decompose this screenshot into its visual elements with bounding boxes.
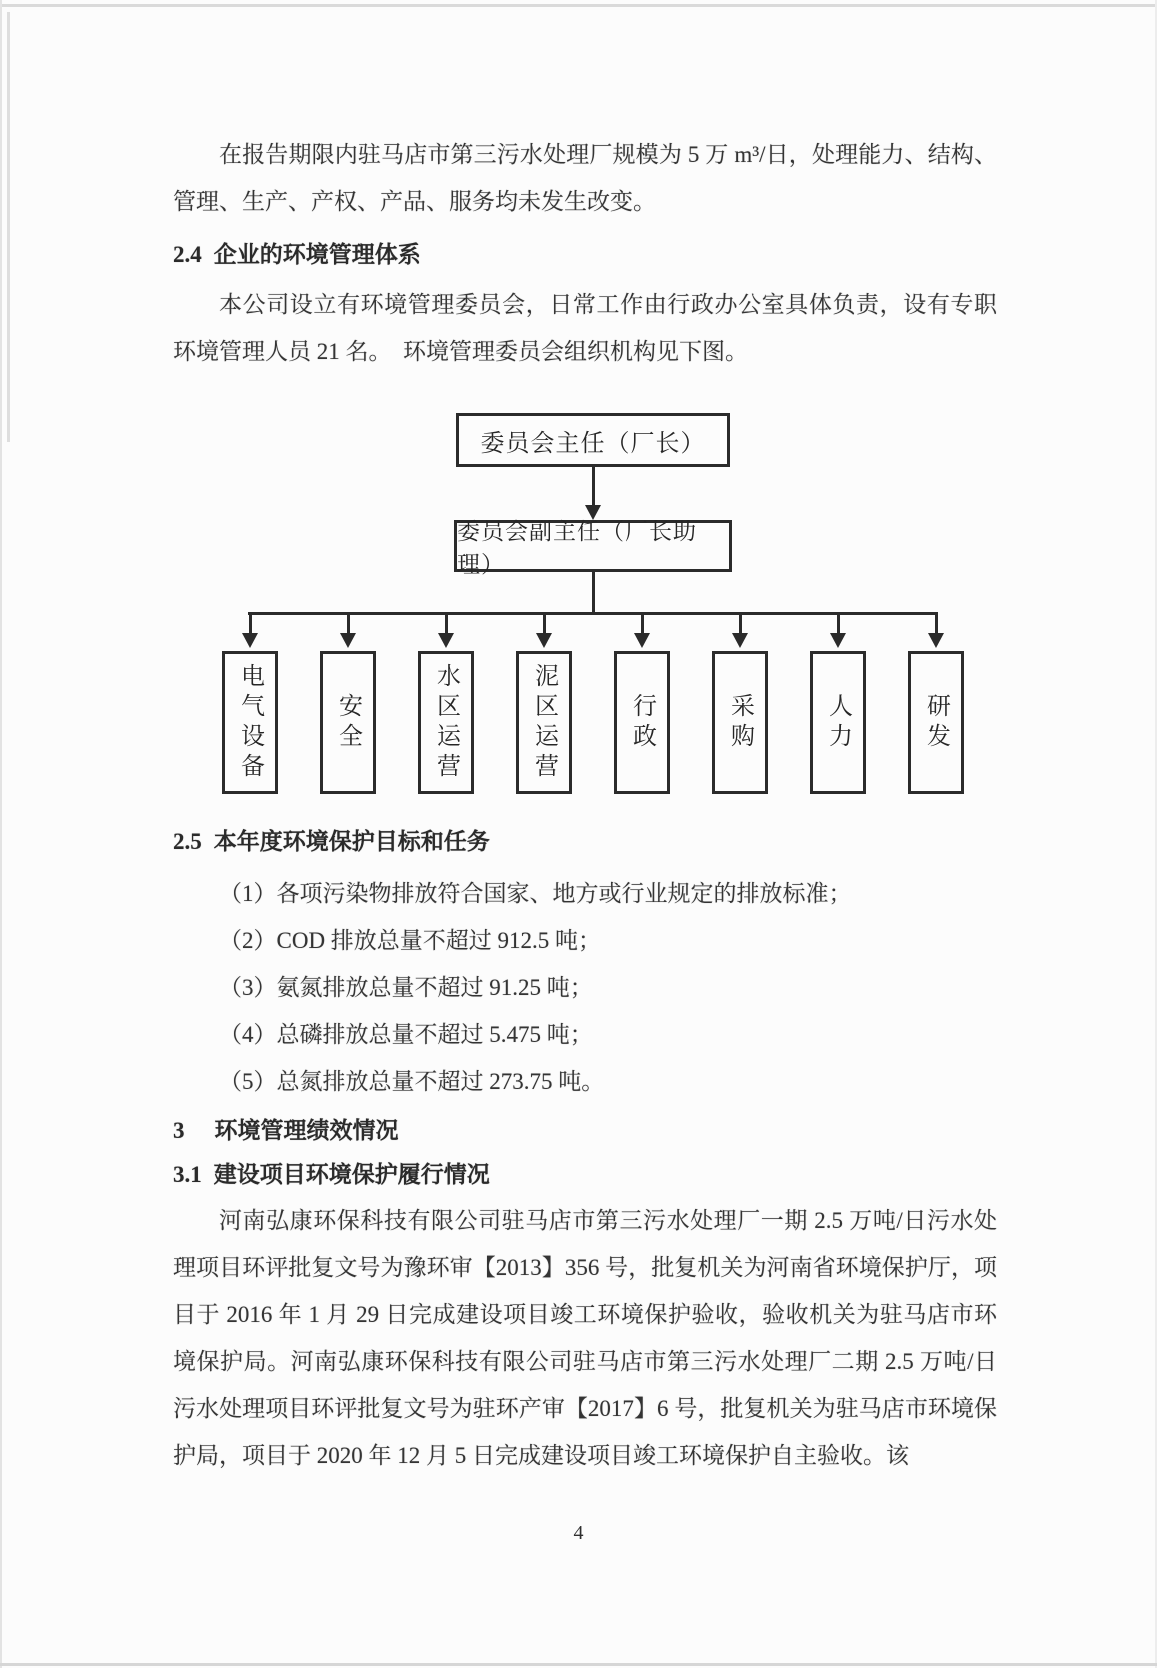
arrow-down-icon xyxy=(830,633,846,648)
goal-item: （4）总磷排放总量不超过 5.475 吨； xyxy=(219,1022,593,1047)
environmental-goals-list xyxy=(173,870,997,1105)
dept-box-safety: 安全 xyxy=(320,651,376,794)
goal-item: （1）各项污染物排放符合国家、地方或行业规定的排放标准； xyxy=(219,881,852,906)
scan-edge-top xyxy=(0,4,1157,7)
dept-box-administration: 行政 xyxy=(614,651,670,794)
org-chart-department-row xyxy=(222,612,964,794)
section-heading-2-5 xyxy=(173,822,997,862)
page-number: 4 xyxy=(573,1522,584,1544)
scan-edge-left-outer xyxy=(0,0,2,1668)
org-chart-department-column xyxy=(810,615,866,794)
connector-line xyxy=(592,467,595,505)
goal-item: （5）总氮排放总量不超过 273.75 吨。 xyxy=(219,1069,605,1094)
connector-line xyxy=(739,615,742,633)
environment-committee-org-chart xyxy=(222,413,964,794)
intro-paragraph: 在报告期限内驻马店市第三污水处理厂规模为 5 万 m³/日，处理能力、结构、管理、生产、产权、产品、服务均未发生改变。 xyxy=(173,142,997,214)
connector-line xyxy=(543,615,546,633)
section-heading-3-1 xyxy=(173,1155,997,1195)
section-number: 2.4 xyxy=(173,242,202,267)
connector-line xyxy=(445,615,448,633)
dept-box-water-area-operation: 水区运营 xyxy=(418,651,474,794)
goal-item: （3）氨氮排放总量不超过 91.25 吨； xyxy=(219,975,593,1000)
org-chart-department-column xyxy=(418,615,474,794)
arrow-down-icon xyxy=(634,633,650,648)
committee-paragraph: 本公司设立有环境管理委员会，日常工作由行政办公室具体负责，设有专职环境管理人员 21 名。 环境管理委员会组织机构见下图。 xyxy=(173,292,997,364)
dept-box-sludge-area-operation: 泥区运营 xyxy=(516,651,572,794)
org-chart-department-column xyxy=(614,615,670,794)
connector-line xyxy=(837,615,840,633)
scan-edge-left xyxy=(7,12,10,442)
arrow-down-icon xyxy=(732,633,748,648)
section-title: 建设项目环境保护履行情况 xyxy=(213,1162,490,1187)
connector-line xyxy=(935,615,938,633)
org-connector-deputy-bus xyxy=(222,572,964,612)
org-chart-department-column xyxy=(712,615,768,794)
org-chart-chairman-box: 委员会主任（厂长） xyxy=(456,413,730,467)
goal-item: （2）COD 排放总量不超过 912.5 吨； xyxy=(219,928,602,953)
scan-edge-bottom xyxy=(0,1663,1157,1666)
section-title: 环境管理绩效情况 xyxy=(214,1118,399,1143)
section-title: 本年度环境保护目标和任务 xyxy=(213,829,490,854)
arrow-down-icon xyxy=(340,633,356,648)
dept-box-procurement: 采购 xyxy=(712,651,768,794)
section-heading-3 xyxy=(173,1111,997,1151)
section-heading-2-4 xyxy=(173,235,997,275)
dept-box-electrical-equipment: 电气设备 xyxy=(222,651,278,794)
section-number: 3.1 xyxy=(173,1162,202,1187)
dept-box-human-resources: 人力 xyxy=(810,651,866,794)
dept-box-research-development: 研发 xyxy=(908,651,964,794)
arrow-down-icon xyxy=(438,633,454,648)
connector-line xyxy=(347,615,350,633)
connector-bus-line xyxy=(248,612,938,615)
construction-project-paragraph: 河南弘康环保科技有限公司驻马店市第三污水处理厂一期 2.5 万吨/日污水处理项目环评批复文号为豫环审【2013】356 号，批复机关为河南省环境保护厅，项目于 2016 年 1 月 29 日完成建设项目竣工环境保护验收，验收机关为驻马店市环境保护局。河南弘康环保科技有限公司驻马店市第三污水处理厂二期 2.5 万吨/日污水处理项目环评批复文号为驻环产审【2017】6 号，批复机关为驻马店市环境保护局，项目于 2020 年 12 月 5 日完成建设项目竣工环境保护自主验收。该 xyxy=(173,1208,997,1468)
section-title: 企业的环境管理体系 xyxy=(213,242,421,267)
connector-line xyxy=(641,615,644,633)
arrow-down-icon xyxy=(928,633,944,648)
org-chart-department-column xyxy=(908,615,964,794)
org-chart-department-column xyxy=(320,615,376,794)
org-chart-department-column xyxy=(222,615,278,794)
arrow-down-icon xyxy=(242,633,258,648)
org-chart-deputy-box: 委员会副主任（厂长助理） xyxy=(454,520,732,572)
arrow-down-icon xyxy=(536,633,552,648)
section-number: 2.5 xyxy=(173,829,202,854)
connector-line xyxy=(249,615,252,633)
section-number: 3 xyxy=(173,1118,185,1143)
org-chart-department-column xyxy=(516,615,572,794)
connector-line xyxy=(592,572,595,612)
